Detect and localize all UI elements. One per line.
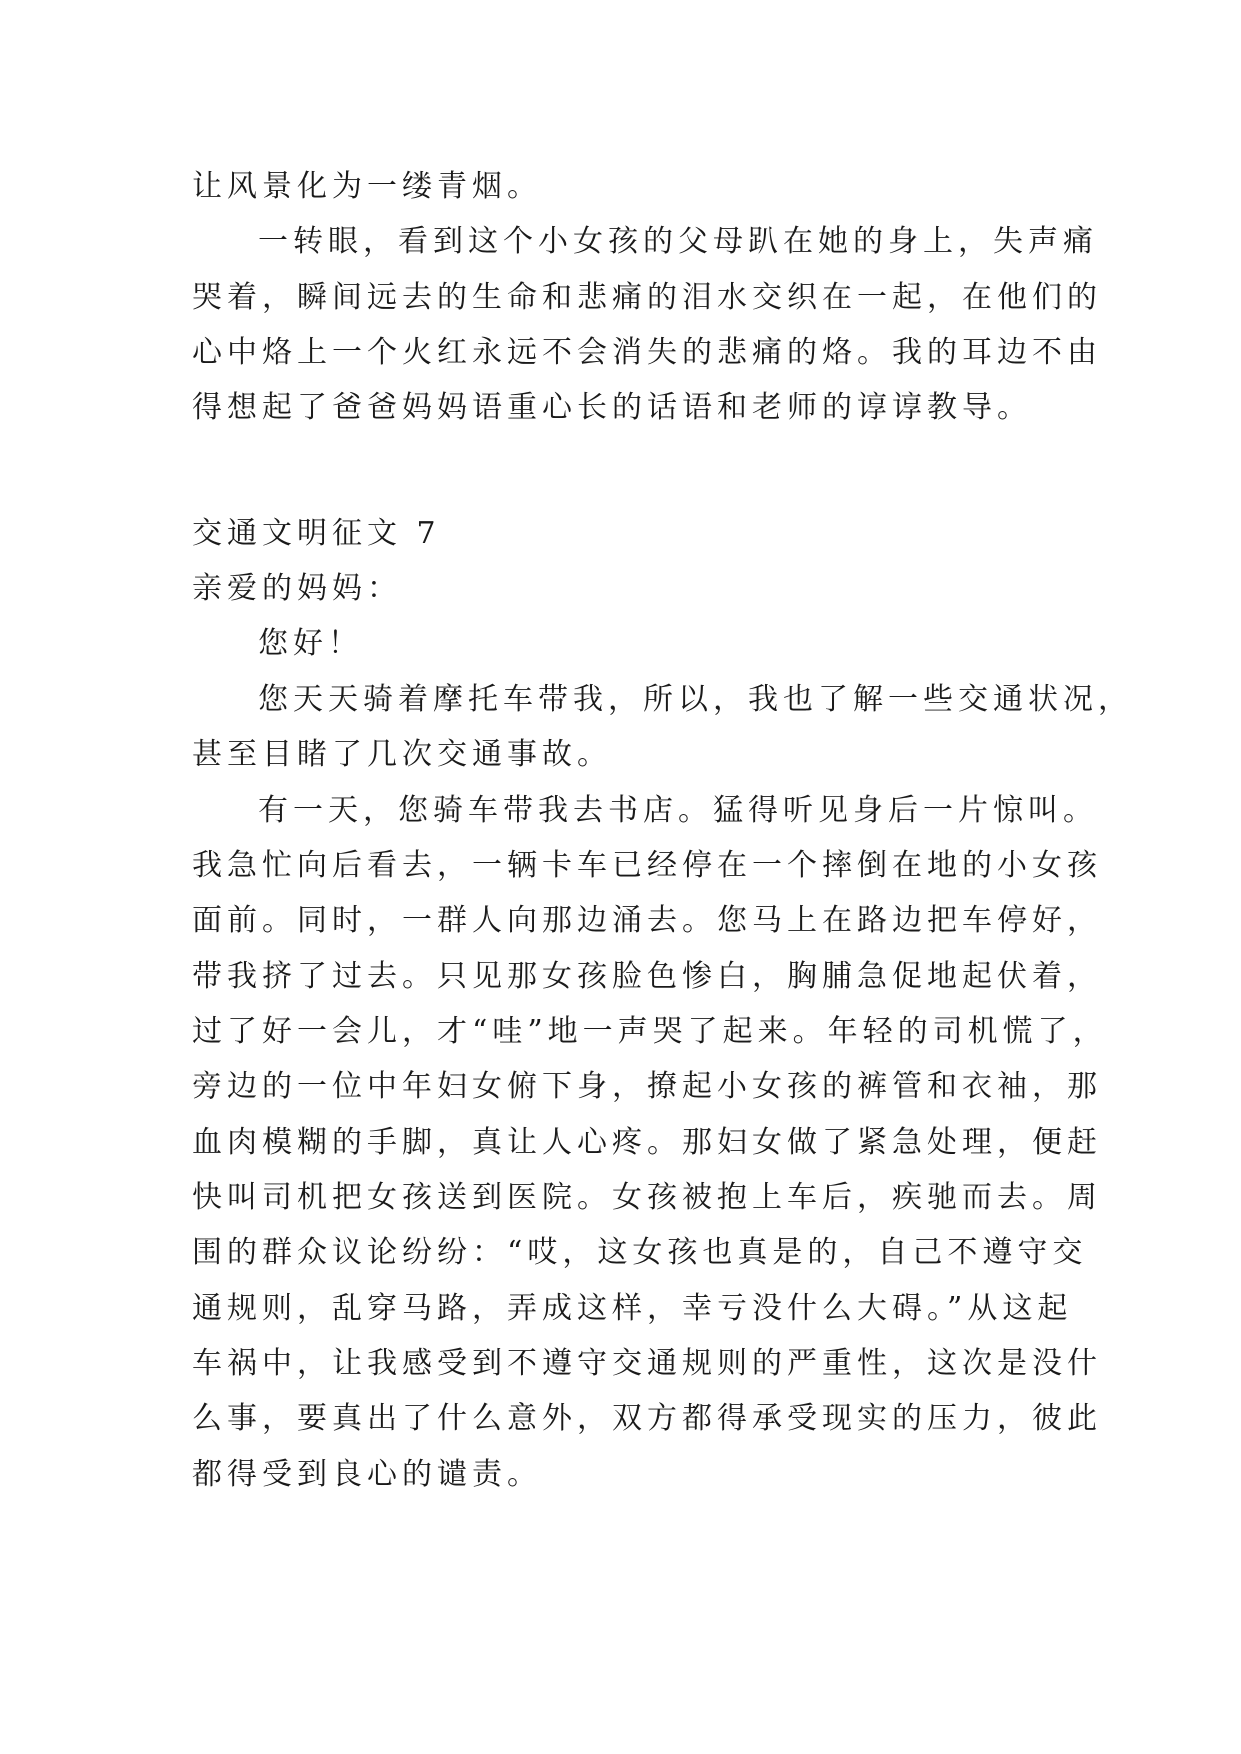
text-line: 旁边的一位中年妇女俯下身，撩起小女孩的裤管和衣袖，那 xyxy=(192,1069,1102,1104)
text-line: 甚至目睹了几次交通事故。 xyxy=(192,737,612,772)
paragraph-first-line: 您天天骑着摩托车带我，所以，我也了解一些交通状况， xyxy=(258,682,1133,717)
text-line: 么事，要真出了什么意外，双方都得承受现实的压力，彼此 xyxy=(192,1401,1102,1436)
text-line: 让风景化为一缕青烟。 xyxy=(192,169,542,204)
text-line: 血肉模糊的手脚，真让人心疼。那妇女做了紧急处理，便赶 xyxy=(192,1125,1102,1160)
text-line: 我急忙向后看去，一辆卡车已经停在一个摔倒在地的小女孩 xyxy=(192,848,1102,883)
text-line: 过了好一会儿，才“哇”地一声哭了起来。年轻的司机慌了， xyxy=(192,1014,1108,1049)
text-line: 车祸中，让我感受到不遵守交通规则的严重性，这次是没什 xyxy=(192,1346,1102,1381)
text-line: 都得受到良心的谴责。 xyxy=(192,1457,542,1492)
text-line: 带我挤了过去。只见那女孩脸色惨白，胸脯急促地起伏着， xyxy=(192,959,1102,994)
salutation: 亲爱的妈妈： xyxy=(192,571,402,606)
greeting: 您好！ xyxy=(258,626,363,661)
text-line: 面前。同时，一群人向那边涌去。您马上在路边把车停好， xyxy=(192,903,1102,938)
text-line: 哭着，瞬间远去的生命和悲痛的泪水交织在一起，在他们的 xyxy=(192,280,1102,315)
text-line: 通规则，乱穿马路，弄成这样，幸亏没什么大碍。”从这起 xyxy=(192,1291,1073,1326)
section-title: 交通文明征文 7 xyxy=(192,516,441,551)
paragraph-first-line: 一转眼，看到这个小女孩的父母趴在她的身上，失声痛 xyxy=(258,224,1098,259)
paragraph-first-line: 有一天，您骑车带我去书店。猛得听见身后一片惊叫。 xyxy=(258,793,1098,828)
text-line: 得想起了爸爸妈妈语重心长的话语和老师的谆谆教导。 xyxy=(192,390,1032,425)
text-line: 快叫司机把女孩送到医院。女孩被抱上车后，疾驰而去。周 xyxy=(192,1180,1102,1215)
text-line: 围的群众议论纷纷：“哎，这女孩也真是的，自己不遵守交 xyxy=(192,1235,1088,1270)
text-line: 心中烙上一个火红永远不会消失的悲痛的烙。我的耳边不由 xyxy=(192,335,1102,370)
